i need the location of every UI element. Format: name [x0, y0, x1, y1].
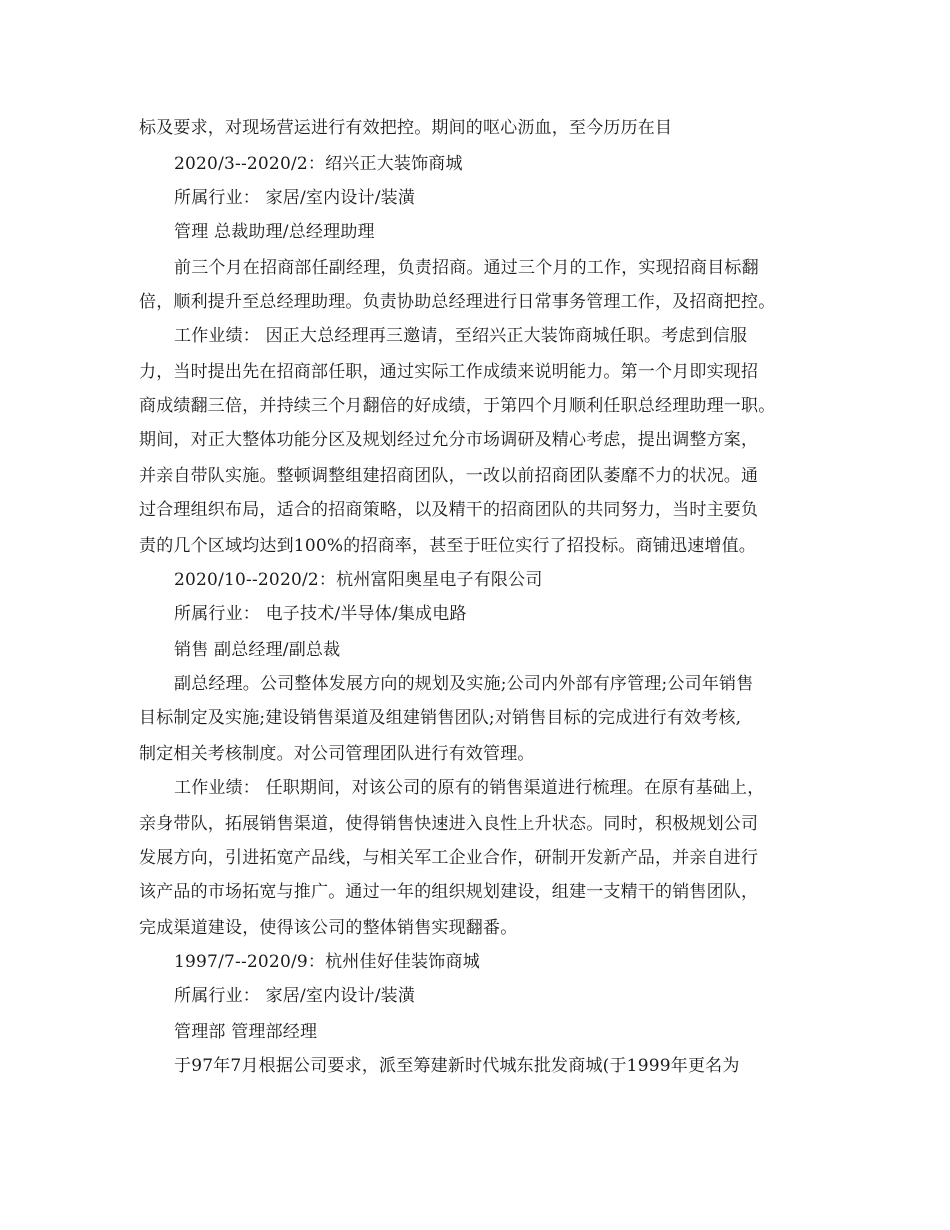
text-line: 责的几个区域均达到100%的招商率，甚至于旺位实行了招投标。商铺迅速增值。	[139, 536, 756, 556]
text-line: 副总经理。公司整体发展方向的规划及实施;公司内外部有序管理;公司年销售	[174, 674, 754, 694]
text-line: 前三个月在招商部任副经理，负责招商。通过三个月的工作，实现招商目标翻	[174, 258, 759, 278]
text-line: 该产品的市场拓宽与推广。通过一年的组织规划建设，组建一支精干的销售团队，	[139, 882, 759, 902]
text-line: 于97年7月根据公司要求，派至筹建新时代城东批发商城(于1999年更名为	[174, 1056, 740, 1076]
text-line: 目标制定及实施;建设销售渠道及组建销售团队;对销售目标的完成进行有效考核,	[139, 708, 742, 728]
industry-line: 所属行业： 家居/室内设计/装潢	[174, 986, 416, 1006]
position-line: 管理部 管理部经理	[174, 1022, 318, 1042]
job-period-line: 2020/10--2020/2：杭州富阳奥星电子有限公司	[174, 570, 543, 590]
text-line: 制定相关考核制度。对公司管理团队进行有效管理。	[139, 744, 535, 764]
text-line: 并亲自带队实施。整顿调整组建招商团队，一改以前招商团队萎靡不力的状况。通	[139, 466, 759, 486]
text-line: 力，当时提出先在招商部任职，通过实际工作成绩来说明能力。第一个月即实现招	[139, 362, 759, 382]
achievement-line: 工作业绩： 任职期间，对该公司的原有的销售渠道进行梳理。在原有基础上，	[174, 778, 765, 798]
job-period-line: 1997/7--2020/9：杭州佳好佳装饰商城	[174, 952, 480, 972]
text-line: 倍，顺利提升至总经理助理。负责协助总经理进行日常事务管理工作，及招商把控。	[139, 292, 776, 312]
industry-line: 所属行业： 电子技术/半导体/集成电路	[174, 604, 467, 624]
achievement-line: 工作业绩： 因正大总经理再三邀请，至绍兴正大装饰商城任职。考虑到信服	[174, 326, 748, 346]
text-line: 完成渠道建设，使得该公司的整体销售实现翻番。	[139, 918, 518, 938]
position-line: 管理 总裁助理/总经理助理	[174, 222, 375, 242]
industry-line: 所属行业： 家居/室内设计/装潢	[174, 188, 416, 208]
text-line: 发展方向，引进拓宽产品线，与相关军工企业合作，研制开发新产品，并亲自进行	[139, 848, 759, 868]
text-line: 期间，对正大整体功能分区及规划经过允分市场调研及精心考虑，提出调整方案，	[139, 430, 759, 450]
job-period-line: 2020/3--2020/2：绍兴正大装饰商城	[174, 154, 463, 174]
text-line: 亲身带队，拓展销售渠道，使得销售快速进入良性上升状态。同时，积极规划公司	[139, 814, 759, 834]
text-line: 标及要求，对现场营运进行有效把控。期间的呕心沥血，至今历历在目	[139, 118, 673, 138]
position-line: 销售 副总经理/副总裁	[174, 640, 341, 660]
text-line: 商成绩翻三倍，并持续三个月翻倍的好成绩，于第四个月顺利任职总经理助理一职。	[139, 396, 776, 416]
text-line: 过合理组织布局，适合的招商策略，以及精干的招商团队的共同努力，当时主要负	[139, 500, 759, 520]
